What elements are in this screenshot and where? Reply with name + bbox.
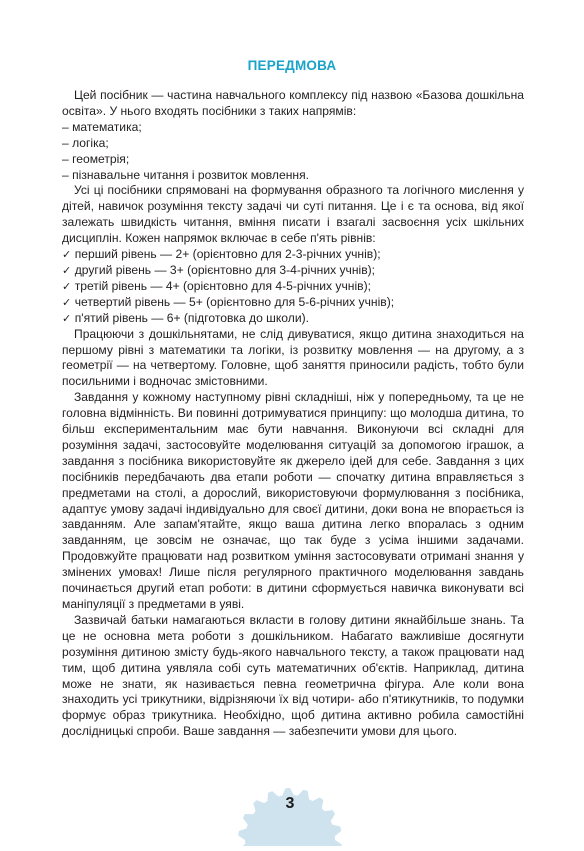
list-item: ✓ перший рівень — 2+ (орієнтовно для 2-3-річних учнів); bbox=[62, 247, 524, 263]
list-item: ✓ четвертий рівень — 5+ (орієнтовно для 5-6-річних учнів); bbox=[62, 295, 524, 311]
list-item: – логіка; bbox=[62, 136, 524, 152]
paragraph: Завдання у кожному наступному рівні складніші, ніж у попередньому, та це не головна відмінність. Ви повинні дотримуватися принципу: що молодша дитина, то більш експериментальним має бути навчання. Виконуючи всі складні для розуміння задачі, застосовуйте моделювання ситуацій за допомогою іграшок, а завдання з посібника використовуйте як джерело ідей для себе. Завдання з цих посібників передбачають два етапи роботи — спочатку дитина вправляється з предметами на столі, а дорослий, використовуючи формулювання з посібника, адаптує умову задачі індивідуально для своєї дитини, доки вона не впорається із завданням. Але запам'ятайте, якщо ваша дитина легко впоралась з одним завданням, це зовсім не означає, що так буде з усіма іншими задачами. Продовжуйте працювати над розвитком уміння застосовувати отримані знання у змінених умовах! Лише після регулярного практичного моделювання завдань починається другий етап роботи: в дитини сформується навичка виконувати всі маніпуляції з предметами в уяві. bbox=[62, 390, 524, 611]
list-item: ✓ третій рівень — 4+ (орієнтовно для 4-5-річних учнів); bbox=[62, 279, 524, 295]
page-number: 3 bbox=[285, 795, 295, 812]
levels-list bbox=[62, 247, 524, 327]
body-text bbox=[62, 88, 524, 740]
list-item: – пізнавальне читання і розвиток мовлення. bbox=[62, 168, 524, 184]
intro-paragraph: Цей посібник — частина навчального комплексу під назвою «Базова дошкільна освіта». У нього входять посібники з таких напрямів: bbox=[62, 88, 524, 118]
paragraph: Зазвичай батьки намагаються вкласти в голову дитини якнайбільше знань. Та це не основна мета роботи з дошкільником. Набагато важливіше досягнути розуміння дитиною змісту будь-якого навчального тексту, а також працювати над тим, щоб дитина уявляла собі суть математичних об'єктів. Наприклад, дитина може не знати, як називається певна геометрична фігура. Але коли вона знаходить усі трикутники, відрізняючи їх від чотири- або п'ятикутників, то подумки формує образ трикутника. Необхідно, щоб дитина активно робила самостійні дослідницькі спроби. Ваше завдання — забезпечити умови для цього. bbox=[62, 612, 524, 739]
list-item: ✓ п'ятий рівень — 6+ (підготовка до школи). bbox=[62, 311, 524, 327]
list-item: ✓ другий рівень — 3+ (орієнтовно для 3-4-річних учнів); bbox=[62, 263, 524, 279]
page-title: ПЕРЕДМОВА bbox=[247, 58, 337, 73]
levels-paragraph: Усі ці посібники спрямовані на формування образного та логічного мислення у дітей, навичок розуміння тексту задачі чи суті питання. Це і є та основа, від якої залежать швидкість читання, вміння писати і взагалі засвоєння усіх шкільних дисциплін. Кожен напрямок включає в себе п'ять рівнів: bbox=[62, 183, 524, 246]
paragraph: Працюючи з дошкільнятами, не слід дивуватися, якщо дитина знаходиться на першому рівні з математики та логіки, із розвитку мовлення — на другому, а з геометрії — на четвертому. Головне, щоб заняття приносили радість, тобто були посильними і водночас змістовними. bbox=[62, 326, 524, 389]
list-item: – математика; bbox=[62, 120, 524, 136]
list-item: – геометрія; bbox=[62, 152, 524, 168]
directions-list bbox=[62, 120, 524, 184]
